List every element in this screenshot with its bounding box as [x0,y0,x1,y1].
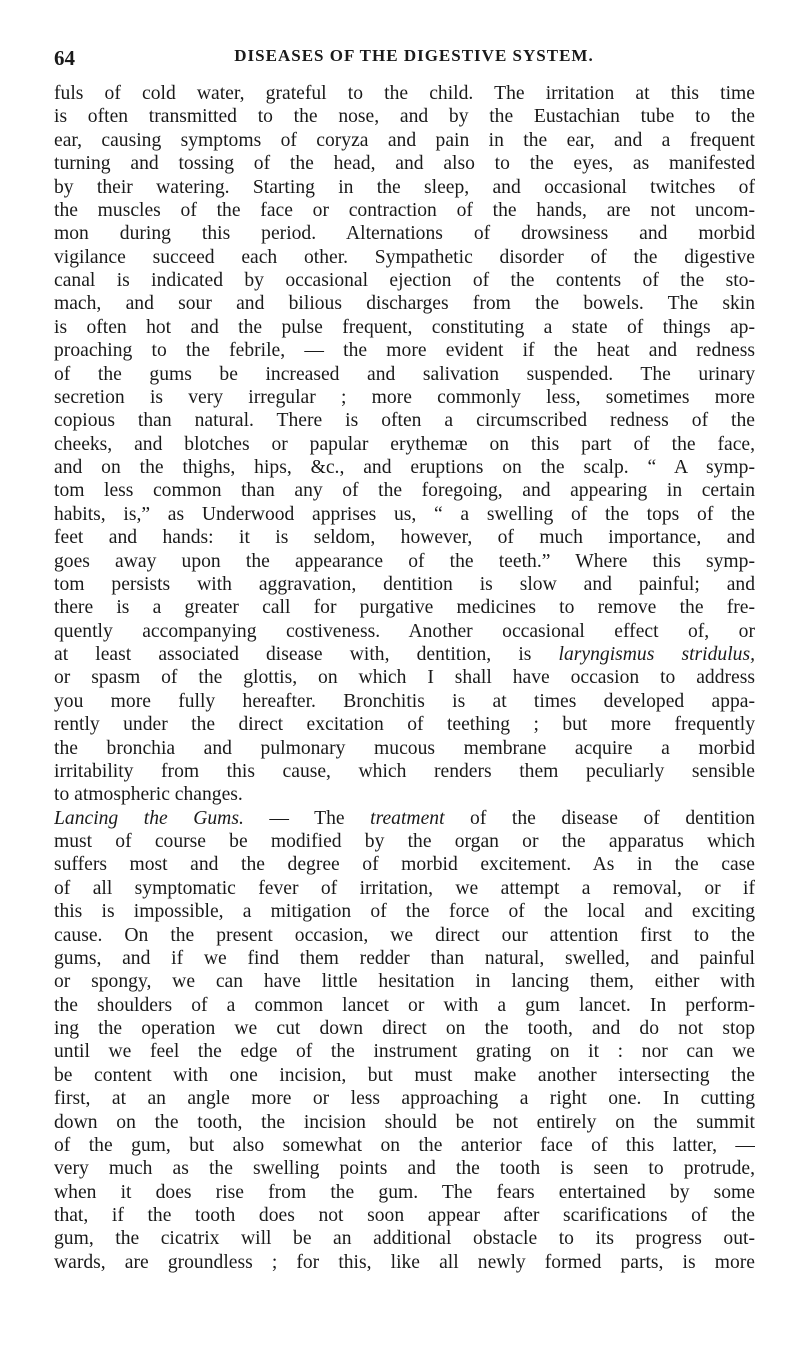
text-line: mach, and sour and bilious discharges from the bowels. The skin [54,293,755,315]
text-line: rently under the direct excitation of teething ; but more frequently [54,714,755,736]
text-run: of the disease of dentition [444,807,755,829]
text-line: this is impossible, a mitigation of the force of the local and exciting [54,901,755,923]
text-line: secretion is very irregular ; more commonly less, sometimes more [54,386,755,408]
text-line: the muscles of the face or contraction of the hands, are not uncom- [54,199,755,221]
text-line: quently accompanying costiveness. Another occasional effect of, or [54,620,755,642]
text-line: feet and hands: it is seldom, however, of much importance, and [54,527,755,549]
text-line: and on the thighs, hips, &c., and eruptions on the scalp. “ A symp- [54,457,755,478]
page-number: 64 [54,46,75,70]
emphasis: treatment [370,807,445,829]
text-line: the bronchia and pulmonary mucous membrane acquire a morbid [54,737,755,759]
latin-term: laryngismus stridulus, [558,644,755,665]
text-line: copious than natural. There is often a circumscribed redness of the [54,410,755,432]
text-line: cause. On the present occasion, we direct our attention first to the [54,924,755,946]
text-line: or spongy, we can have little hesitation in lancing them, either with [54,971,755,993]
text-line-with-italic [54,643,755,666]
section-heading: Lancing the Gums. [54,807,244,829]
text-line: the shoulders of a common lancet or with a gum lancet. In perform- [54,994,755,1016]
text-line: ing the operation we cut down direct on the tooth, and do not stop [54,1018,755,1039]
text-line: canal is indicated by occasional ejection of the contents of the sto- [54,270,755,291]
text-line: or spasm of the glottis, on which I shall have occasion to address [54,667,755,689]
text-line: of the gums be increased and salivation suspended. The urinary [54,363,755,385]
text-line: mon during this period. Alternations of drowsiness and morbid [54,223,755,245]
body-text [54,82,755,1274]
text-line: suffers most and the degree of morbid excitement. As in the case [54,854,755,876]
text-line: first, at an angle more or less approaching a right one. In cutting [54,1088,755,1110]
text-line: down on the tooth, the incision should be not entirely on the summit [54,1111,755,1133]
page-header [54,46,754,70]
section-heading-line [54,807,755,830]
text-line: goes away upon the appearance of the teeth.” Where this symp- [54,550,755,572]
text-line: is often hot and the pulse frequent, constituting a state of things ap- [54,316,755,338]
text-line: there is a greater call for purgative medicines to remove the fre- [54,597,755,619]
text-run: — The [243,807,371,829]
text-line: of all symptomatic fever of irritation, we attempt a removal, or if [54,877,755,899]
text-line: that, if the tooth does not soon appear after scarifications of the [54,1205,755,1226]
text-line: cheeks, and blotches or papular erythemæ on this part of the face, [54,433,755,455]
text-line: habits, is,” as Underwood apprises us, “ a swelling of the tops of the [54,503,755,525]
text-line: when it does rise from the gum. The fears entertained by some [54,1181,755,1203]
text-line: must of course be modified by the organ or the apparatus which [54,831,755,852]
text-line: wards, are groundless ; for this, like all newly formed parts, is more [54,1251,755,1273]
text-line: is often transmitted to the nose, and by the Eustachian tube to the [54,106,755,128]
text-line: to atmospheric changes. [54,784,243,806]
text-line: turning and tossing of the head, and also to the eyes, as manifested [54,153,755,175]
text-line: irritability from this cause, which renders them peculiarly sensible [54,760,755,782]
text-line: tom persists with aggravation, dentition is slow and painful; and [54,573,755,595]
text-line: of the gum, but also somewhat on the anterior face of this latter, — [54,1134,755,1156]
text-line: very much as the swelling points and the tooth is seen to protrude, [54,1158,755,1180]
text-line: proaching to the febrile, — the more evident if the heat and redness [54,340,755,362]
text-line: vigilance succeed each other. Sympathetic disorder of the digestive [54,246,755,268]
text-line: tom less common than any of the foregoing, and appearing in certain [54,480,755,502]
text-line: be content with one incision, but must make another intersecting the [54,1064,755,1086]
text-line: until we feel the edge of the instrument grating on it : nor can we [54,1041,755,1063]
running-title: DISEASES OF THE DIGESTIVE SYSTEM. [234,46,594,65]
text-line: by their watering. Starting in the sleep, and occasional twitches of [54,176,755,198]
text-line: gums, and if we find them redder than natural, swelled, and painful [54,947,755,969]
text-line: gum, the cicatrix will be an additional obstacle to its progress out- [54,1228,755,1250]
text-line: ear, causing symptoms of coryza and pain in the ear, and a frequent [54,129,755,151]
text-line: fuls of cold water, grateful to the child. The irritation at this time [54,83,755,104]
text-run: at least associated disease with, dentition, is [54,644,559,665]
text-line: you more fully hereafter. Bronchitis is at times developed appa- [54,690,755,712]
